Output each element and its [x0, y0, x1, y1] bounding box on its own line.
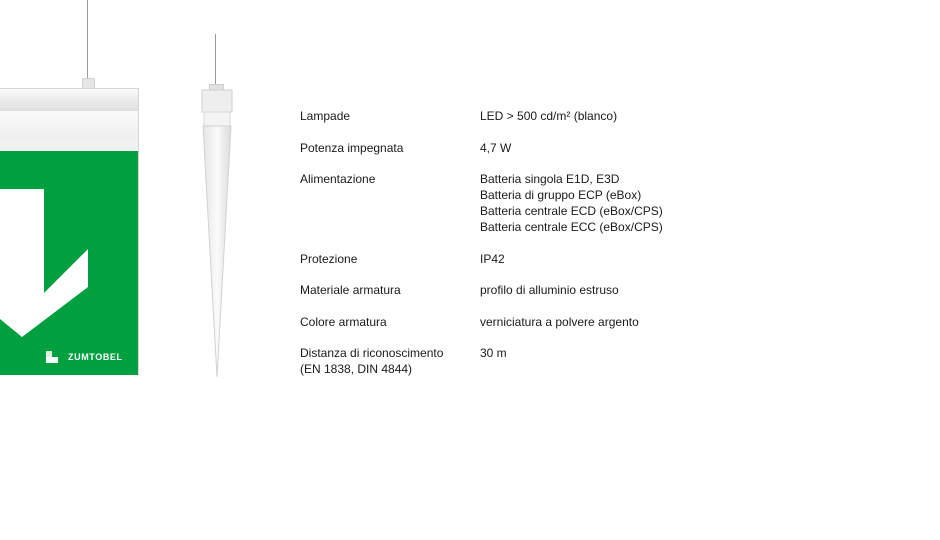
spec-value — [480, 345, 900, 377]
spec-row-lampade — [300, 108, 900, 124]
specifications-table — [300, 108, 900, 393]
arrow-down-icon — [0, 151, 138, 375]
spec-value — [480, 171, 900, 235]
spec-value-line: Batteria centrale ECD (eBox/CPS) — [480, 204, 663, 218]
spec-row-protezione — [300, 251, 900, 267]
spec-row-materiale — [300, 282, 900, 298]
spec-value — [480, 140, 900, 156]
spec-label: Distanza di riconoscimento (EN 1838, DIN 4844) — [300, 346, 444, 376]
spec-row-alimentazione — [300, 171, 900, 235]
spec-label: Alimentazione — [300, 172, 376, 186]
brand-logo-text: ZUMTOBEL — [68, 352, 123, 362]
side-profile-shape — [195, 0, 240, 380]
luminaire-frame — [0, 88, 139, 375]
brand-logo — [46, 351, 123, 363]
spec-value — [480, 282, 900, 298]
spec-label: Lampade — [300, 109, 351, 123]
spec-value — [480, 251, 900, 267]
spec-value-line: LED > 500 cd/m² (blanco) — [480, 109, 618, 123]
exit-sign-panel — [0, 151, 138, 375]
spec-label: Protezione — [300, 251, 358, 266]
spec-label: Colore armatura — [300, 314, 387, 329]
spec-value — [480, 108, 900, 124]
product-front-view — [0, 0, 145, 380]
spec-value-line: 4,7 W — [480, 140, 512, 155]
spec-value-line: 30 m — [480, 346, 507, 360]
product-side-view — [195, 0, 240, 380]
spec-label: Potenza impegnata — [300, 140, 404, 155]
zumtobel-logo-icon — [46, 351, 58, 363]
spec-value-line: Batteria centrale ECC (eBox/CPS) — [480, 220, 663, 234]
spec-value-line: verniciatura a polvere argento — [480, 314, 639, 329]
spec-value-line: Batteria di gruppo ECP (eBox) — [480, 188, 642, 202]
suspension-cable — [87, 0, 88, 80]
spec-row-distanza — [300, 345, 900, 377]
spec-row-potenza — [300, 140, 900, 156]
spec-value-line: Batteria singola E1D, E3D — [480, 172, 620, 186]
spec-value-line: profilo di alluminio estruso — [480, 283, 619, 297]
spec-row-colore — [300, 314, 900, 330]
spec-label: Materiale armatura — [300, 283, 401, 297]
spec-value-line: IP42 — [480, 251, 505, 266]
spec-value — [480, 314, 900, 330]
diffuser-strip — [0, 111, 138, 139]
frame-top-bar — [0, 89, 138, 112]
